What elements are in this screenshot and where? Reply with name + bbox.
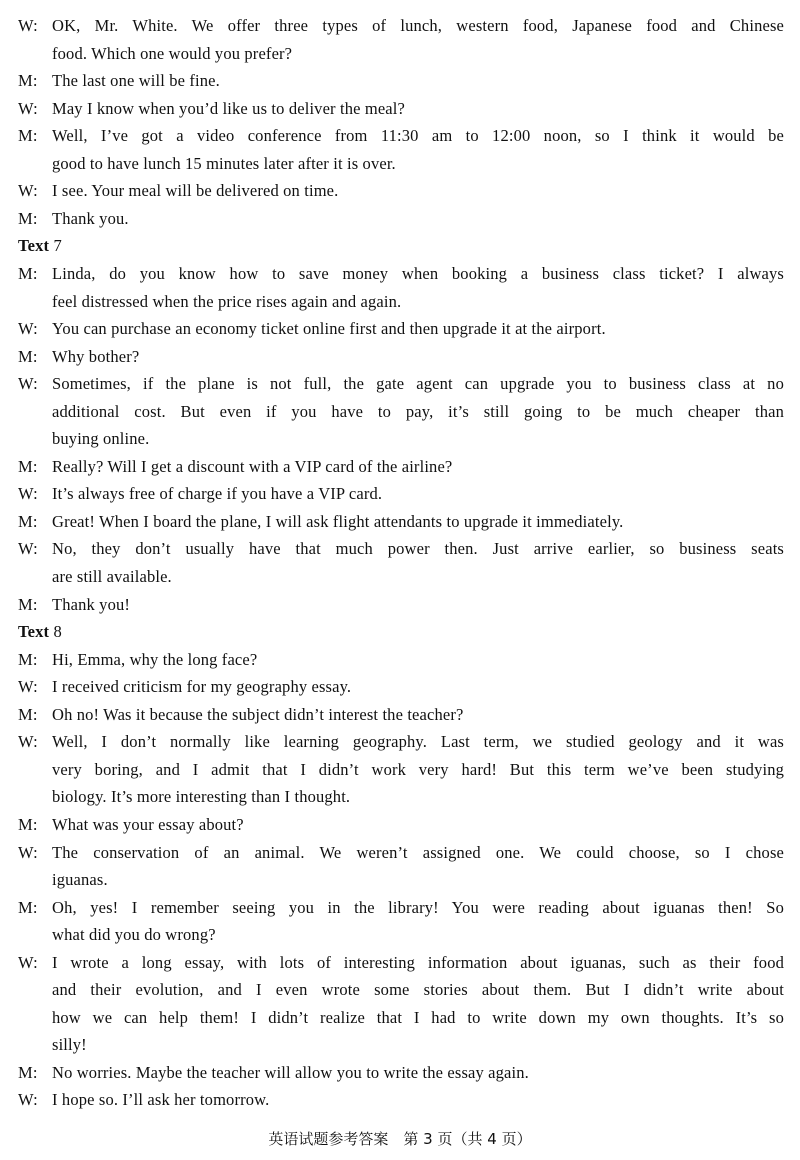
speaker-letter: W — [18, 677, 34, 697]
speaker-label — [18, 71, 52, 91]
speaker-label — [18, 898, 52, 918]
dialogue-text: Well, I don’t normally like learning geography. Last term, we studied geology and it was — [52, 732, 784, 752]
speaker-separator: : — [33, 16, 38, 35]
dialogue-text: Great! When I board the plane, I will ask flight attendants to upgrade it immediately. — [52, 511, 624, 531]
dialogue-line — [18, 71, 784, 91]
speaker-letter: M — [18, 814, 33, 834]
speaker-label — [18, 595, 52, 615]
speaker-letter: M — [18, 456, 33, 476]
dialogue-line — [18, 1090, 784, 1110]
speaker-separator: : — [33, 842, 38, 862]
speaker-separator: : — [32, 814, 38, 834]
speaker-separator: : — [32, 208, 38, 228]
dialogue-text: May I know when you’d like us to deliver the meal? — [52, 98, 405, 118]
dialogue-line — [52, 1008, 784, 1028]
speaker-label — [18, 374, 52, 394]
dialogue-text: food. Which one would you prefer? — [52, 43, 293, 63]
dialogue-line — [52, 429, 784, 449]
speaker-label — [18, 264, 52, 284]
dialogue-line — [18, 843, 784, 863]
dialogue-line — [18, 16, 784, 36]
speaker-letter: M — [18, 126, 33, 146]
dialogue-text: biology. It’s more interesting than I thought. — [52, 787, 351, 807]
speaker-separator: : — [32, 263, 38, 283]
dialogue-line — [52, 980, 784, 1000]
dialogue-line — [18, 677, 784, 697]
dialogue-text: It’s always free of charge if you have a VIP card. — [52, 484, 383, 504]
dialogue-text: silly! — [52, 1035, 87, 1055]
speaker-letter: M — [18, 649, 33, 669]
dialogue-text: Sometimes, if the plane is not full, the gate agent can upgrade you to business class at no — [52, 374, 784, 394]
speaker-separator: : — [33, 374, 38, 394]
speaker-label — [18, 319, 52, 339]
section-heading — [18, 622, 784, 642]
dialogue-line — [18, 539, 784, 559]
dialogue-line — [18, 650, 784, 670]
speaker-separator: : — [32, 1062, 38, 1082]
section-heading-label: Text — [18, 622, 50, 642]
speaker-separator: : — [32, 511, 38, 531]
dialogue-line — [18, 181, 784, 201]
dialogue-line — [18, 512, 784, 532]
dialogue-text: what did you do wrong? — [52, 925, 216, 945]
dialogue-line — [18, 264, 784, 284]
dialogue-text: OK, Mr. White. We offer three types of lunch, western food, Japanese food and Chinese — [52, 16, 784, 35]
dialogue-line — [52, 292, 784, 312]
speaker-separator: : — [33, 319, 38, 339]
speaker-label — [18, 732, 52, 752]
speaker-label — [18, 539, 52, 559]
dialogue-line — [18, 484, 784, 504]
dialogue-text: I wrote a long essay, with lots of interesting information about iguanas, such as their food — [52, 952, 784, 972]
section-heading — [18, 236, 784, 256]
dialogue-line — [18, 99, 784, 119]
speaker-letter: M — [18, 511, 33, 531]
speaker-letter: W — [18, 842, 34, 862]
dialogue-text: You can purchase an economy ticket online first and then upgrade it at the airport. — [52, 319, 606, 339]
speaker-separator: : — [32, 346, 38, 366]
speaker-separator: : — [32, 456, 38, 476]
speaker-label — [18, 181, 52, 201]
dialogue-text: Linda, do you know how to save money when booking a business class ticket? I always — [52, 263, 784, 283]
dialogue-text: Oh, yes! I remember seeing you in the library! You were reading about iguanas then! So — [52, 897, 784, 917]
speaker-letter: M — [18, 594, 33, 614]
speaker-letter: W — [18, 539, 34, 559]
dialogue-line — [52, 787, 784, 807]
dialogue-text: No worries. Maybe the teacher will allow you to write the essay again. — [52, 1062, 529, 1082]
dialogue-text: Well, I’ve got a video conference from 11:30 am to 12:00 noon, so I think it would be — [52, 126, 784, 146]
speaker-label — [18, 16, 52, 36]
dialogue-text: I see. Your meal will be delivered on time. — [52, 181, 339, 201]
speaker-letter: M — [18, 346, 33, 366]
dialogue-text: The conservation of an animal. We weren’t assigned one. We could choose, so I chose — [52, 842, 784, 862]
speaker-separator: : — [32, 704, 38, 724]
speaker-letter: W — [18, 374, 34, 394]
speaker-letter: W — [18, 98, 34, 118]
section-heading-number: 7 — [53, 236, 62, 256]
speaker-label — [18, 953, 52, 973]
dialogue-text: Hi, Emma, why the long face? — [52, 649, 258, 669]
dialogue-text: buying online. — [52, 429, 150, 449]
speaker-separator: : — [32, 71, 38, 91]
dialogue-line — [18, 347, 784, 367]
speaker-letter: M — [18, 897, 33, 917]
dialogue-text: how we can help them! I didn’t realize that I had to write down my own thoughts. It’s so — [52, 1007, 784, 1027]
speaker-label — [18, 705, 52, 725]
dialogue-text: very boring, and I admit that I didn’t work very hard! But this term we’ve been studying — [52, 759, 784, 779]
dialogue-line — [18, 126, 784, 146]
dialogue-text: Why bother? — [52, 346, 140, 366]
speaker-separator: : — [33, 484, 38, 504]
speaker-label — [18, 1063, 52, 1083]
speaker-label — [18, 457, 52, 477]
speaker-letter: W — [18, 181, 34, 201]
section-heading-label: Text — [18, 236, 50, 256]
speaker-letter: M — [18, 208, 33, 228]
dialogue-text: I hope so. I’ll ask her tomorrow. — [52, 1090, 270, 1110]
speaker-label — [18, 1090, 52, 1110]
dialogue-line — [52, 760, 784, 780]
dialogue-text: feel distressed when the price rises again and again. — [52, 291, 402, 311]
speaker-letter: W — [18, 1090, 34, 1110]
dialogue-text: iguanas. — [52, 870, 108, 890]
page-footer: 英语试题参考答案 第 3 页（共 4 页） — [268, 1130, 532, 1148]
dialogue-line — [18, 705, 784, 725]
speaker-separator: : — [33, 677, 38, 697]
dialogue-text: I received criticism for my geography essay. — [52, 677, 352, 697]
speaker-letter: W — [18, 16, 34, 35]
dialogue-line — [18, 209, 784, 229]
dialogue-line — [18, 319, 784, 339]
dialogue-line — [18, 815, 784, 835]
dialogue-line — [52, 44, 784, 64]
dialogue-line — [18, 953, 784, 973]
speaker-label — [18, 650, 52, 670]
speaker-separator: : — [33, 732, 38, 752]
speaker-separator: : — [32, 126, 38, 146]
dialogue-line — [18, 732, 784, 752]
dialogue-text: Oh no! Was it because the subject didn’t interest the teacher? — [52, 704, 464, 724]
speaker-separator: : — [32, 649, 38, 669]
speaker-label — [18, 512, 52, 532]
speaker-letter: M — [18, 71, 33, 91]
speaker-label — [18, 484, 52, 504]
speaker-letter: M — [18, 704, 33, 724]
speaker-label — [18, 843, 52, 863]
dialogue-line — [52, 1035, 784, 1055]
dialogue-text: Really? Will I get a discount with a VIP card of the airline? — [52, 456, 453, 476]
dialogue-text: Thank you. — [52, 208, 129, 228]
dialogue-line — [52, 870, 784, 890]
speaker-letter: W — [18, 952, 34, 972]
speaker-letter: W — [18, 732, 34, 752]
speaker-separator: : — [33, 1090, 38, 1110]
dialogue-text: good to have lunch 15 minutes later after it is over. — [52, 153, 396, 173]
speaker-letter: W — [18, 319, 34, 339]
dialogue-line — [52, 925, 784, 945]
dialogue-line — [18, 898, 784, 918]
dialogue-line — [18, 1063, 784, 1083]
speaker-separator: : — [33, 539, 38, 559]
dialogue-text: and their evolution, and I even wrote some stories about them. But I didn’t write about — [52, 980, 784, 1000]
speaker-separator: : — [33, 181, 38, 201]
dialogue-line — [18, 457, 784, 477]
speaker-letter: M — [18, 1062, 33, 1082]
speaker-separator: : — [33, 98, 38, 118]
dialogue-text: Thank you! — [52, 594, 131, 614]
speaker-separator: : — [32, 897, 38, 917]
dialogue-text: No, they don’t usually have that much power then. Just arrive earlier, so business seats — [52, 539, 784, 559]
speaker-label — [18, 209, 52, 229]
speaker-letter: M — [18, 263, 33, 283]
speaker-label — [18, 815, 52, 835]
speaker-label — [18, 677, 52, 697]
speaker-separator: : — [33, 952, 38, 972]
speaker-separator: : — [32, 594, 38, 614]
speaker-label — [18, 126, 52, 146]
speaker-letter: W — [18, 484, 34, 504]
dialogue-line — [18, 374, 784, 394]
section-heading-number: 8 — [53, 622, 62, 642]
speaker-label — [18, 99, 52, 119]
dialogue-line — [52, 154, 784, 174]
dialogue-line — [52, 567, 784, 587]
speaker-label — [18, 347, 52, 367]
dialogue-line — [52, 402, 784, 422]
dialogue-text: are still available. — [52, 567, 172, 586]
dialogue-line — [18, 595, 784, 615]
dialogue-text: What was your essay about? — [52, 814, 244, 834]
dialogue-text: additional cost. But even if you have to pay, it’s still going to be much cheaper than — [52, 401, 784, 421]
dialogue-text: The last one will be fine. — [52, 71, 220, 91]
